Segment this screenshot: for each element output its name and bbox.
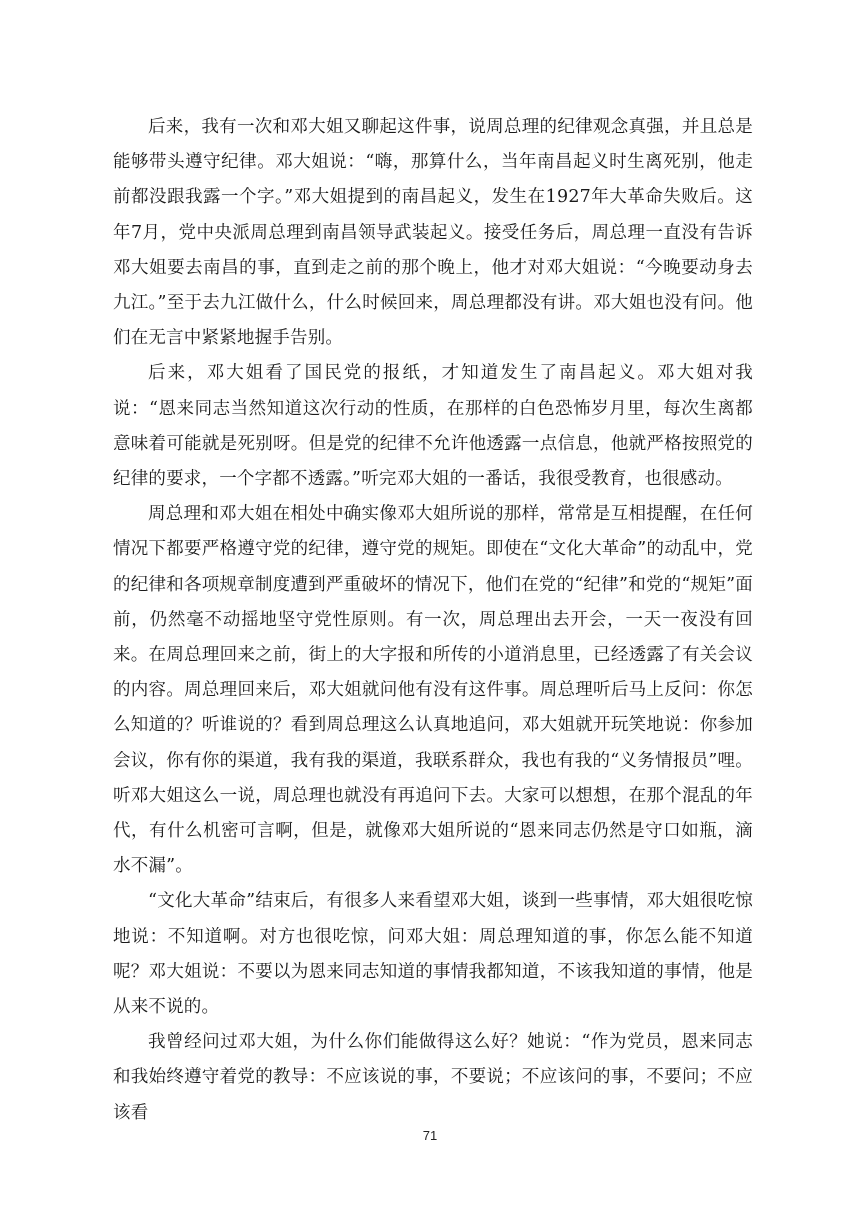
paragraph: 后来，我有一次和邓大姐又聊起这件事，说周总理的纪律观念真强，并且总是能够带头遵守纪律。邓大姐说：“嗨，那算什么，当年南昌起义时生离死别，他走前都没跟我露一个字。”邓大姐提到的南昌起义，发生在1927年大革命失败后。这年7月，党中央派周总理到南昌领导武装起义。接受任务后，周总理一直没有告诉邓大姐要去南昌的事，直到走之前的那个晚上，他才对邓大姐说：“今晚要动身去九江。”至于去九江做什么，什么时候回来，周总理都没有讲。邓大姐也没有问。他们在无言中紧紧地握手告别。 [113,117,753,349]
page-number: 71 [422,1128,438,1143]
paragraph: 后来，邓大姐看了国民党的报纸，才知道发生了南昌起义。邓大姐对我说：“恩来同志当然知道这次行动的性质，在那样的白色恐怖岁月里，每次生离都意味着可能就是死别呀。但是党的纪律不允许他透露一点信息，他就严格按照党的纪律的要求，一个字都不透露。”听完邓大姐的一番话，我很受教育，也很感动。 [113,363,753,490]
paragraph: 我曾经问过邓大姐，为什么你们能做得这么好？她说：“作为党员，恩来同志和我始终遵守着党的教导：不应该说的事，不要说；不应该问的事，不要问；不应该看 [113,1032,753,1123]
paragraph: 周总理和邓大姐在相处中确实像邓大姐所说的那样，常常是互相提醒，在任何情况下都要严格遵守党的纪律，遵守党的规矩。即使在“文化大革命”的动乱中，党的纪律和各项规章制度遭到严重破坏的情况下，他们在党的“纪律”和党的“规矩”面前，仍然毫不动摇地坚守党性原则。有一次，周总理出去开会，一天一夜没有回来。在周总理回来之前，街上的大字报和所传的小道消息里，已经透露了有关会议的内容。周总理回来后，邓大姐就问他有没有这件事。周总理听后马上反问：你怎么知道的？听谁说的？看到周总理这么认真地追问，邓大姐就开玩笑地说：你参加会议，你有你的渠道，我有我的渠道，我联系群众，我也有我的“义务情报员”哩。听邓大姐这么一说，周总理也就没有再追问下去。大家可以想想，在那个混乱的年代，有什么机密可言啊，但是，就像邓大姐所说的“恩来同志仍然是守口如瓶，滴水不漏”。 [113,504,753,877]
document-body [113,110,753,1131]
paragraph: “文化大革命”结束后，有很多人来看望邓大姐，谈到一些事情，邓大姐很吃惊地说：不知道啊。对方也很吃惊，问邓大姐：周总理知道的事，你怎么能不知道呢？邓大姐说：不要以为恩来同志知道的事情我都知道，不该我知道的事情，他是从来不说的。 [113,891,753,1018]
